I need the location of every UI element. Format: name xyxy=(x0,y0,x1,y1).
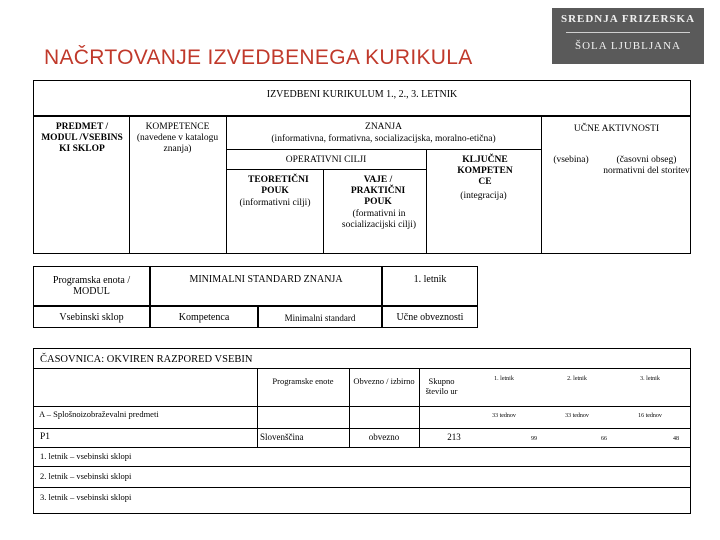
curriculum-columns xyxy=(33,116,691,254)
program-units-header: Programske enote xyxy=(272,376,334,386)
section-year-2: 2. letnik – vsebinski sklopi xyxy=(40,471,132,481)
hours-column-header: (časovni obseg) normativni del storitev xyxy=(603,155,690,176)
p1-year-2-hours: 66 xyxy=(601,436,607,442)
obligations-label: Učne obveznosti xyxy=(396,312,464,323)
curriculum-table-title: IZVEDBENI KURIKULUM 1., 2., 3. LETNIK xyxy=(266,89,458,100)
year-cell xyxy=(382,266,478,306)
content-unit-cell xyxy=(33,306,150,328)
operational-goals-header: OPERATIVNI CILJI xyxy=(285,155,367,165)
theory-subheader: (informativni cilji) xyxy=(239,198,311,208)
logo-line-1: SREDNJA FRIZERSKA xyxy=(560,13,696,25)
mandatory-header: Obvezno / izbirno xyxy=(353,376,415,386)
practice-subheader: (formativni in socializacijski cilji) xyxy=(341,209,417,230)
activities-header: UČNE AKTIVNOSTI xyxy=(573,124,660,134)
row-divider xyxy=(34,406,690,407)
p1-year-3-hours: 48 xyxy=(673,436,679,442)
column-divider xyxy=(323,169,324,253)
column-divider xyxy=(129,117,130,253)
row-divider xyxy=(34,368,690,369)
year-1-header: 1. letnik xyxy=(494,376,514,382)
weeks-year-3: 16 tednov xyxy=(638,413,662,419)
minimum-standard-header-cell xyxy=(150,266,382,306)
section-year-1: 1. letnik – vsebinski sklopi xyxy=(40,451,132,461)
row-divider xyxy=(226,169,426,170)
key-competences-header: KLJUČNE KOMPETEN CE xyxy=(457,155,513,187)
program-unit-label: Programska enota / MODUL xyxy=(52,275,131,297)
total-hours-header: Skupno število ur xyxy=(425,376,458,396)
theory-header: TEORETIČNI POUK xyxy=(248,175,309,196)
content-column-header: (vsebina) xyxy=(553,155,589,165)
competence-cell xyxy=(150,306,258,328)
minimum-standard-title: MINIMALNI STANDARD ZNANJA xyxy=(189,274,343,285)
section-year-3: 3. letnik – vsebinski sklopi xyxy=(40,492,132,502)
knowledge-column-subheader: (informativna, formativna, socializacijska, moralno-etična) xyxy=(271,134,496,144)
weeks-year-2: 33 tednov xyxy=(565,413,589,419)
p1-subject: Slovenščina xyxy=(260,432,304,442)
weeks-year-1: 33 tednov xyxy=(492,413,516,419)
p1-code: P1 xyxy=(40,432,51,442)
row-divider xyxy=(34,487,690,488)
row-divider xyxy=(34,447,690,448)
knowledge-column-header: ZNANJA xyxy=(365,122,402,132)
year-3-header: 3. letnik xyxy=(640,376,660,382)
program-unit-cell xyxy=(33,266,150,306)
minimum-standard-label: Minimalni standard xyxy=(284,313,356,323)
logo-line-2: ŠOLA LJUBLJANA xyxy=(575,40,681,52)
practice-header: VAJE / PRAKTIČNI POUK xyxy=(350,175,406,207)
column-divider xyxy=(541,117,542,253)
row-divider xyxy=(34,428,690,429)
row-divider xyxy=(226,149,541,150)
subject-column-header: PREDMET / MODUL /VSEBINS KI SKLOP xyxy=(41,122,123,154)
page-title: NAČRTOVANJE IZVEDBENEGA KURIKULA xyxy=(44,46,473,69)
row-divider xyxy=(34,466,690,467)
p1-total-hours: 213 xyxy=(447,432,461,442)
obligations-cell xyxy=(382,306,478,328)
competence-label: Kompetenca xyxy=(178,312,230,323)
school-logo xyxy=(552,8,704,64)
p1-year-1-hours: 99 xyxy=(531,436,537,442)
minimum-standard-cell xyxy=(258,306,382,328)
logo-divider xyxy=(566,32,690,33)
content-unit-label: Vsebinski sklop xyxy=(59,312,124,323)
curriculum-table xyxy=(33,80,691,116)
competences-column-header: KOMPETENCE (navedene v katalogu znanja) xyxy=(136,122,219,154)
p1-type: obvezno xyxy=(368,432,400,442)
key-competences-subheader: (integracija) xyxy=(460,191,507,201)
schedule-table xyxy=(33,348,691,514)
year-2-header: 2. letnik xyxy=(567,376,587,382)
schedule-title: ČASOVNICA: OKVIREN RAZPORED VSEBIN xyxy=(40,354,253,365)
year-label: 1. letnik xyxy=(413,274,447,285)
section-a-label: A – Splošnoizobraževalni predmeti xyxy=(39,409,159,419)
